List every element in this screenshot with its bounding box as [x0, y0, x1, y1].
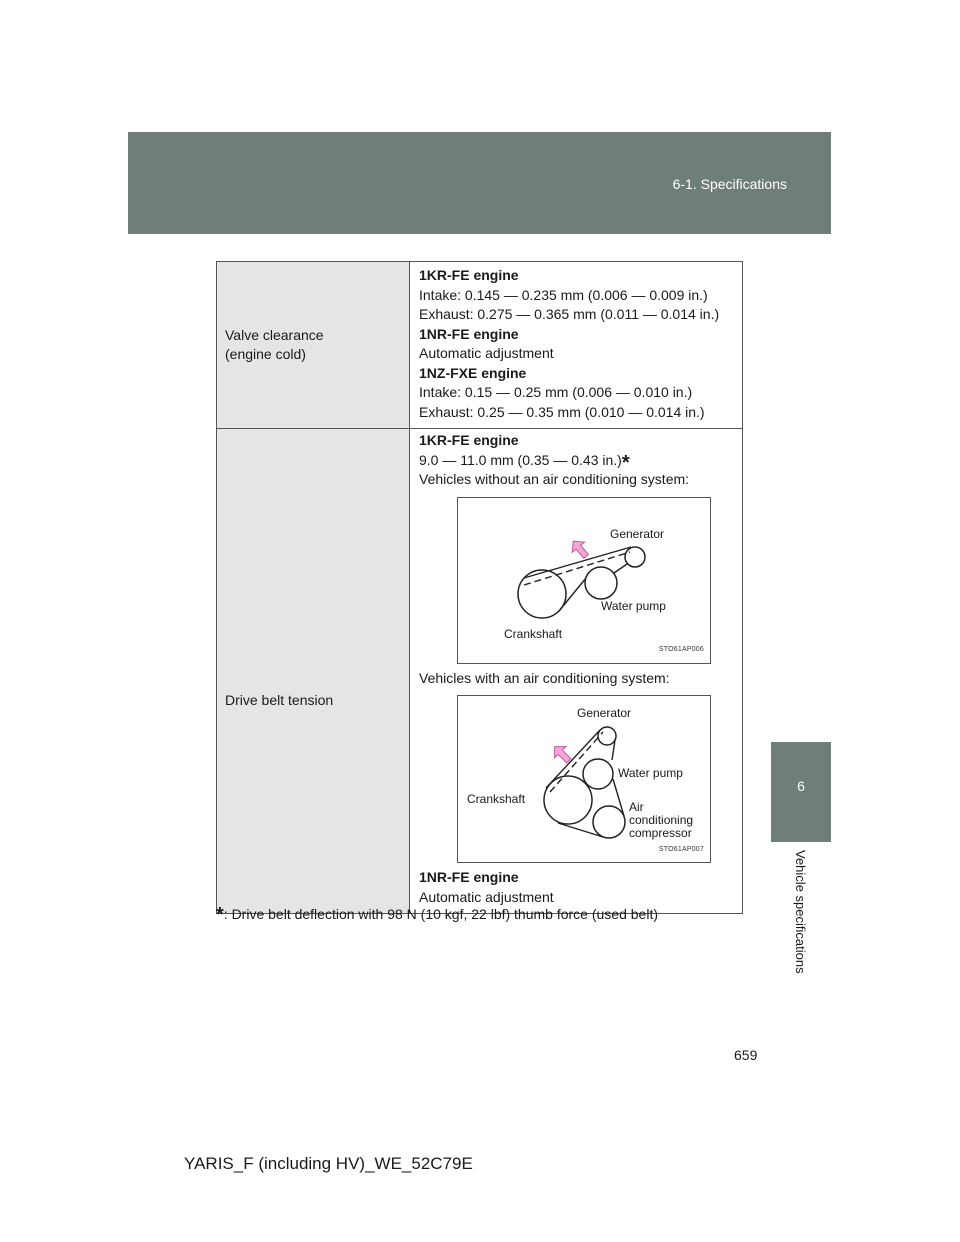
water-pump-label: Water pump	[618, 766, 683, 780]
generator-label: Generator	[610, 526, 665, 541]
ac-compressor-label: Air conditioning compressor	[629, 800, 694, 840]
belt-upper	[546, 730, 600, 788]
with-ac-heading: Vehicles with an air conditioning system:	[419, 669, 670, 686]
generator-pulley	[625, 547, 645, 567]
section-title: 6-1. Specifications	[672, 176, 787, 192]
water-pump-pulley	[583, 759, 613, 789]
drive-belt-label: Drive belt tension	[217, 429, 410, 914]
engine-name: 1KR-FE engine	[419, 267, 519, 283]
valve-clearance-lines	[419, 266, 734, 422]
belt-bottom	[558, 823, 603, 837]
thumb-force-arrow	[549, 741, 574, 766]
water-pump-label: Water pump	[601, 598, 666, 613]
figure-code: STO61AP006	[658, 646, 704, 653]
belt-diagram-with-ac	[457, 695, 711, 863]
chapter-tab[interactable]	[771, 742, 831, 842]
chapter-number: 6	[797, 778, 805, 794]
page-number: 659	[734, 1047, 758, 1063]
clearance-line: Automatic adjustment	[419, 345, 554, 361]
clearance-line: Exhaust: 0.275 — 0.365 mm (0.011 — 0.014 in.)	[419, 306, 720, 322]
engine-name: 1KR-FE engine	[419, 432, 519, 448]
valve-clearance-value	[410, 262, 743, 429]
belt-diagram-no-ac-drawing	[458, 498, 710, 663]
water-pump-pulley	[585, 567, 617, 599]
without-ac-heading: Vehicles without an air conditioning system:	[419, 471, 690, 487]
header-band	[128, 132, 831, 234]
footnote-text: : Drive belt deflection with 98 N (10 kgf, 22 lbf) thumb force (used belt)	[223, 906, 659, 922]
figure-code: STO61AP007	[658, 845, 704, 853]
belt-deflected	[524, 552, 630, 585]
generator-pulley	[598, 727, 616, 745]
document-id: YARIS_F (including HV)_WE_52C79E	[184, 1154, 473, 1173]
drive-belt-value	[410, 429, 743, 914]
engine-name: 1NR-FE engine	[419, 325, 519, 342]
valve-clearance-label: Valve clearance (engine cold)	[217, 262, 410, 429]
belt-right-b	[613, 779, 624, 816]
spec-table	[216, 261, 743, 914]
footnote-mark: *	[216, 904, 224, 926]
crankshaft-label: Crankshaft	[504, 626, 563, 641]
engine-name: 1NZ-FXE engine	[419, 364, 527, 381]
belt-deflected	[550, 732, 603, 792]
thumb-force-arrow	[567, 535, 592, 561]
table-row-drive-belt	[217, 429, 743, 914]
table-row-valve-clearance	[217, 262, 743, 429]
generator-label: Generator	[577, 706, 632, 720]
chapter-label: Vehicle specifications	[793, 850, 808, 974]
belt-diagram-no-ac	[457, 497, 711, 664]
clearance-line: Intake: 0.15 — 0.25 mm (0.006 — 0.010 in.)	[419, 384, 693, 400]
clearance-line: Intake: 0.145 — 0.235 mm (0.006 — 0.009 in.)	[419, 286, 708, 303]
footnote	[216, 904, 658, 927]
ac-compressor-pulley	[593, 806, 625, 838]
crankshaft-label: Crankshaft	[467, 792, 526, 806]
belt-lower-b	[614, 564, 627, 573]
clearance-line: Exhaust: 0.25 — 0.35 mm (0.010 — 0.014 in.)	[419, 403, 705, 420]
belt-deflection-spec: 9.0 — 11.0 mm (0.35 — 0.43 in.)*	[419, 451, 630, 474]
engine-value: Automatic adjustment	[419, 888, 554, 905]
footnote-mark: *	[621, 451, 630, 474]
engine-name: 1NR-FE engine	[419, 869, 519, 885]
